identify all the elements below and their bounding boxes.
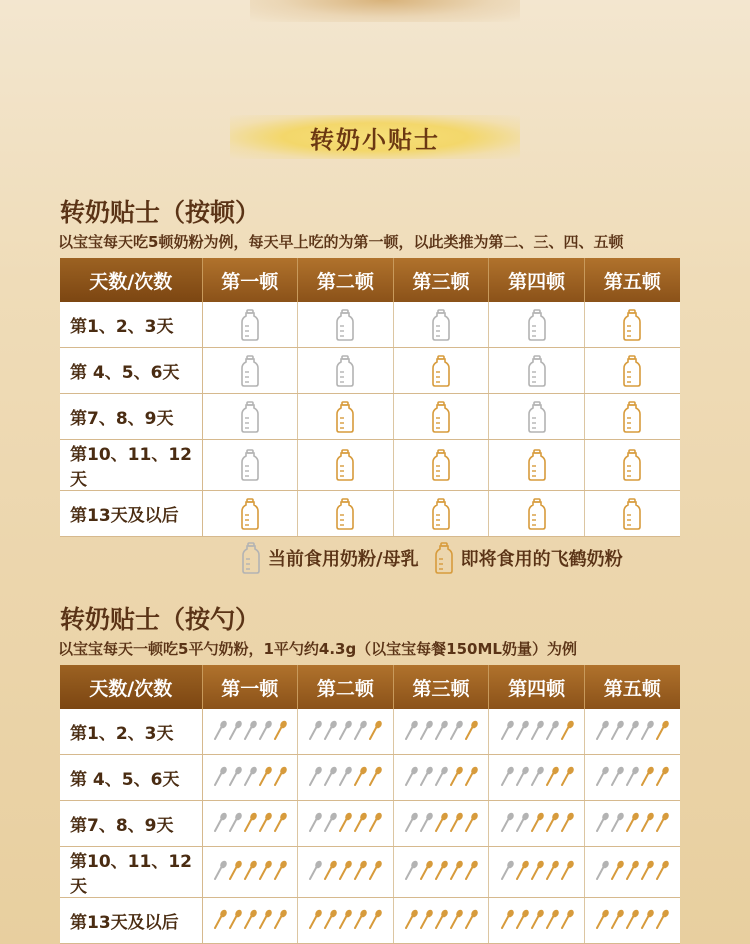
row-label: 第1、2、3天 [60,709,202,755]
table-row [60,801,680,847]
table-cell [584,394,680,440]
spoon-icon-gray [404,860,418,880]
table-cell [202,755,298,801]
table-cell [393,348,489,394]
row-label: 第1、2、3天 [60,302,202,348]
spoon-icon-gold [530,812,544,832]
table-cell [489,394,585,440]
spoon-icon-gray [243,766,257,786]
table-cell [298,394,394,440]
spoon-icon-gold [368,812,382,832]
spoon-group [404,909,478,929]
spoon-icon-gold [464,860,478,880]
table-cell [202,394,298,440]
spoon-icon-gold [273,860,287,880]
table-cell [584,847,680,898]
table-cell [489,755,585,801]
table-row [60,440,680,491]
meal-header-2: 第二顿 [298,258,394,302]
spoon-icon-gold [640,766,654,786]
bottle-icon-gold [431,449,451,481]
meal-header-1: 第一顿 [202,258,298,302]
spoon-icon-gray [308,860,322,880]
spoon-icon-gray [625,720,639,740]
table-cell [584,440,680,491]
spoon-icon-gray [500,860,514,880]
spoon-icon-gold [419,909,433,929]
bottle-icon-gold [622,449,642,481]
spoon-icon-gold [258,812,272,832]
spoon-group [213,909,287,929]
spoon-icon-gold [655,720,669,740]
bottle-icon-gold [431,355,451,387]
spoon-group [308,909,382,929]
spoon-icon-gold [449,812,463,832]
spoon-icon-gold [258,766,272,786]
bottle-icon-gold [431,401,451,433]
spoon-icon-gold [640,812,654,832]
table-cell [298,801,394,847]
table-cell [393,709,489,755]
spoon-group [308,766,382,786]
spoon-icon-gold [323,860,337,880]
spoon-header-1: 第一顿 [202,665,298,709]
spoon-icon-gold [308,909,322,929]
table-cell [584,491,680,537]
spoon-group [500,909,574,929]
legend-current-label: 当前食用奶粉/母乳 [268,549,419,570]
table-cell [202,491,298,537]
spoon-icon-gold [273,720,287,740]
spoon-icon-gold [640,860,654,880]
spoon-icon-gold [655,860,669,880]
table-cell [298,440,394,491]
spoon-icon-gray [419,720,433,740]
spoon-group [308,860,382,880]
spoon-icon-gold [449,766,463,786]
table-cell [202,709,298,755]
spoon-group [500,720,574,740]
bottle-icon-gold [622,355,642,387]
spoon-group [404,766,478,786]
table-cell [489,847,585,898]
spoon-icon-gray [323,720,337,740]
spoon-group [213,766,287,786]
spoon-icon-gray [213,812,227,832]
table-cell [584,709,680,755]
spoon-icon-gray [419,766,433,786]
table-cell [489,898,585,944]
spoon-icon-gold [419,860,433,880]
spoon-icon-gray [610,720,624,740]
spoon-icon-gray [595,720,609,740]
table-cell [298,302,394,348]
spoon-icon-gold [434,860,448,880]
table-cell [298,348,394,394]
spoon-icon-gray [338,766,352,786]
table-cell [584,302,680,348]
bottle-icon-gold [335,401,355,433]
spoon-icon-gold [228,909,242,929]
meal-header-0: 天数/次数 [60,258,202,302]
spoon-icon-gold [213,909,227,929]
spoon-icon-gold [404,909,418,929]
spoon-icon-gold [353,909,367,929]
spoon-icon-gray [640,720,654,740]
spoon-icon-gold [515,860,529,880]
spoon-section [60,603,680,944]
spoon-group [500,766,574,786]
spoon-icon-gray [323,766,337,786]
spoon-icon-gray [323,812,337,832]
meal-header-3: 第三顿 [393,258,489,302]
bottle-icon-gray [240,355,260,387]
spoon-icon-gray [213,766,227,786]
meal-section-title: 转奶贴士（按顿） [60,198,261,227]
spoon-icon-gold [353,860,367,880]
row-label: 第7、8、9天 [60,801,202,847]
legend-feihe-label: 即将食用的飞鹤奶粉 [460,549,623,570]
spoon-icon-gray [404,812,418,832]
spoon-header-5: 第五顿 [584,665,680,709]
bottle-icon-gray [335,309,355,341]
spoon-icon-gray [243,720,257,740]
table-cell [489,440,585,491]
spoon-icon-gold [530,860,544,880]
spoon-icon-gold [560,720,574,740]
spoon-icon-gold [273,909,287,929]
spoon-icon-gold [434,909,448,929]
table-cell [489,302,585,348]
spoon-icon-gray [449,720,463,740]
table-row [60,394,680,440]
spoon-icon-gold [434,812,448,832]
banner-title: 转奶小贴士 [310,125,440,154]
table-cell [393,898,489,944]
table-cell [584,898,680,944]
spoon-icon-gold [545,812,559,832]
table-row [60,302,680,348]
spoon-icon-gold [368,766,382,786]
spoon-section-subtitle: 以宝宝每天一顿吃5平勺奶粉，1平勺约4.3g（以宝宝每餐150ML奶量）为例 [58,640,577,658]
spoon-section-title: 转奶贴士（按勺） [60,605,261,634]
spoon-icon-gold [515,909,529,929]
bottle-icon-gold [622,309,642,341]
spoon-icon-gold [545,766,559,786]
spoon-icon-gold [464,720,478,740]
spoon-icon-gold [368,909,382,929]
spoon-icon-gray [545,720,559,740]
spoon-icon-gold [595,909,609,929]
table-cell [489,801,585,847]
spoon-header-4: 第四顿 [489,665,585,709]
spoon-icon-gold [464,766,478,786]
spoon-icon-gray [610,812,624,832]
table-cell [298,491,394,537]
top-decoration [250,0,520,22]
spoon-group [213,860,287,880]
spoon-icon-gold [625,909,639,929]
spoon-icon-gray [213,860,227,880]
spoon-icon-gold [464,909,478,929]
spoon-icon-gray [353,720,367,740]
spoon-icon-gold [625,812,639,832]
spoon-icon-gold [353,812,367,832]
table-cell [298,898,394,944]
spoon-icon-gray [515,766,529,786]
spoon-icon-gold [273,812,287,832]
bottle-icon-gray [527,309,547,341]
spoon-icon-gray [530,720,544,740]
spoon-group [213,812,287,832]
spoon-icon-gold [323,909,337,929]
table-cell [298,847,394,898]
spoon-icon-gray [308,720,322,740]
spoon-icon-gold [625,860,639,880]
spoon-icon-gold [338,909,352,929]
bottle-icon-gray [240,309,260,341]
spoon-icon-gold [545,860,559,880]
spoon-icon-gold [449,909,463,929]
table-cell [202,801,298,847]
spoon-icon-gray [404,766,418,786]
spoon-icon-gold [610,909,624,929]
spoon-icon-gray [595,860,609,880]
spoon-icon-gold [500,909,514,929]
bottle-icon-gold [527,449,547,481]
spoon-icon-gray [530,766,544,786]
table-row [60,348,680,394]
spoon-icon-gold [545,909,559,929]
table-row [60,755,680,801]
spoon-icon-gold [258,860,272,880]
spoon-icon-gold [560,909,574,929]
bottle-icon-gold [622,498,642,530]
spoon-group [500,860,574,880]
bottle-icon-gold [335,498,355,530]
table-row [60,709,680,755]
table-cell [393,755,489,801]
table-cell [202,302,298,348]
bottle-icon-gold [240,498,260,530]
spoon-group [308,720,382,740]
spoon-header-2: 第二顿 [298,665,394,709]
spoon-group [308,812,382,832]
table-cell [202,847,298,898]
spoon-icon-gray [228,720,242,740]
meal-header-5: 第五顿 [584,258,680,302]
bottle-icon-gray [240,449,260,481]
spoon-icon-gold [228,860,242,880]
spoon-icon-gray [419,812,433,832]
spoon-icon-gold [610,860,624,880]
spoon-icon-gray [213,720,227,740]
spoon-icon-gray [500,720,514,740]
table-cell [393,394,489,440]
spoon-icon-gray [308,766,322,786]
spoon-group [595,720,669,740]
spoon-header-3: 第三顿 [393,665,489,709]
spoon-group [404,860,478,880]
bottle-icon-gold [622,401,642,433]
spoon-icon-gold [368,720,382,740]
spoon-group [404,720,478,740]
spoon-group [213,720,287,740]
table-cell [489,348,585,394]
row-label: 第 4、5、6天 [60,348,202,394]
spoon-icon-gray [404,720,418,740]
table-row [60,898,680,944]
spoon-icon-gold [655,812,669,832]
bottle-icon-gold [527,498,547,530]
spoon-icon-gray [434,766,448,786]
spoon-icon-gray [500,766,514,786]
row-label: 第13天及以后 [60,491,202,537]
table-cell [298,709,394,755]
bottle-icon-gold [335,449,355,481]
spoon-icon-gold [655,909,669,929]
table-cell [393,491,489,537]
spoon-group [595,909,669,929]
row-label: 第10、11、12天 [60,847,202,898]
spoon-group [595,766,669,786]
bottle-icon-gray [527,401,547,433]
table-cell [584,348,680,394]
spoon-icon-gray [434,720,448,740]
table-cell [393,847,489,898]
spoon-icon-gold [640,909,654,929]
bottle-icon-gold [433,542,455,574]
spoon-icon-gold [243,860,257,880]
spoon-icon-gold [530,909,544,929]
spoon-icon-gold [560,860,574,880]
table-cell [393,440,489,491]
spoon-icon-gray [595,766,609,786]
spoon-icon-gray [515,812,529,832]
spoon-icon-gold [655,766,669,786]
meal-section-subtitle: 以宝宝每天吃5顿奶粉为例，每天早上吃的为第一顿，以此类推为第二、三、四、五顿 [58,233,624,251]
spoon-icon-gold [273,766,287,786]
spoon-icon-gold [449,860,463,880]
bottle-icon-gray [431,309,451,341]
table-row [60,491,680,537]
spoon-icon-gold [353,766,367,786]
spoon-icon-gray [500,812,514,832]
row-label: 第13天及以后 [60,898,202,944]
spoon-icon-gray [625,766,639,786]
spoon-icon-gold [560,766,574,786]
table-cell [584,755,680,801]
spoon-icon-gray [228,766,242,786]
spoon-icon-gray [515,720,529,740]
spoon-icon-gold [368,860,382,880]
table-cell [489,491,585,537]
spoon-icon-gold [338,812,352,832]
row-label: 第7、8、9天 [60,394,202,440]
spoon-group [595,860,669,880]
spoon-icon-gold [338,860,352,880]
table-cell [393,801,489,847]
spoon-group [404,812,478,832]
table-cell [393,302,489,348]
spoon-group [500,812,574,832]
table-cell [489,709,585,755]
table-cell [202,440,298,491]
table-cell [202,898,298,944]
spoon-icon-gray [595,812,609,832]
spoon-icon-gold [243,812,257,832]
table-cell [584,801,680,847]
spoon-icon-gray [308,812,322,832]
spoon-icon-gray [258,720,272,740]
tips-banner [230,115,520,159]
table-cell [298,755,394,801]
spoon-icon-gray [228,812,242,832]
spoon-icon-gold [258,909,272,929]
bottle-icon-gray [240,401,260,433]
bottle-icon-gray [527,355,547,387]
spoon-icon-gold [464,812,478,832]
spoon-icon-gray [338,720,352,740]
spoon-table [60,665,680,944]
bottle-icon-gold [431,498,451,530]
spoon-icon-gold [243,909,257,929]
row-label: 第 4、5、6天 [60,755,202,801]
spoon-icon-gray [610,766,624,786]
spoon-icon-gold [560,812,574,832]
meal-header-4: 第四顿 [489,258,585,302]
row-label: 第10、11、12天 [60,440,202,491]
legend [240,540,690,576]
spoon-group [595,812,669,832]
table-row [60,847,680,898]
bottle-icon-gray [335,355,355,387]
meal-section [60,196,680,537]
meal-table [60,258,680,537]
bottle-icon-gray [240,542,262,574]
spoon-header-0: 天数/次数 [60,665,202,709]
table-cell [202,348,298,394]
